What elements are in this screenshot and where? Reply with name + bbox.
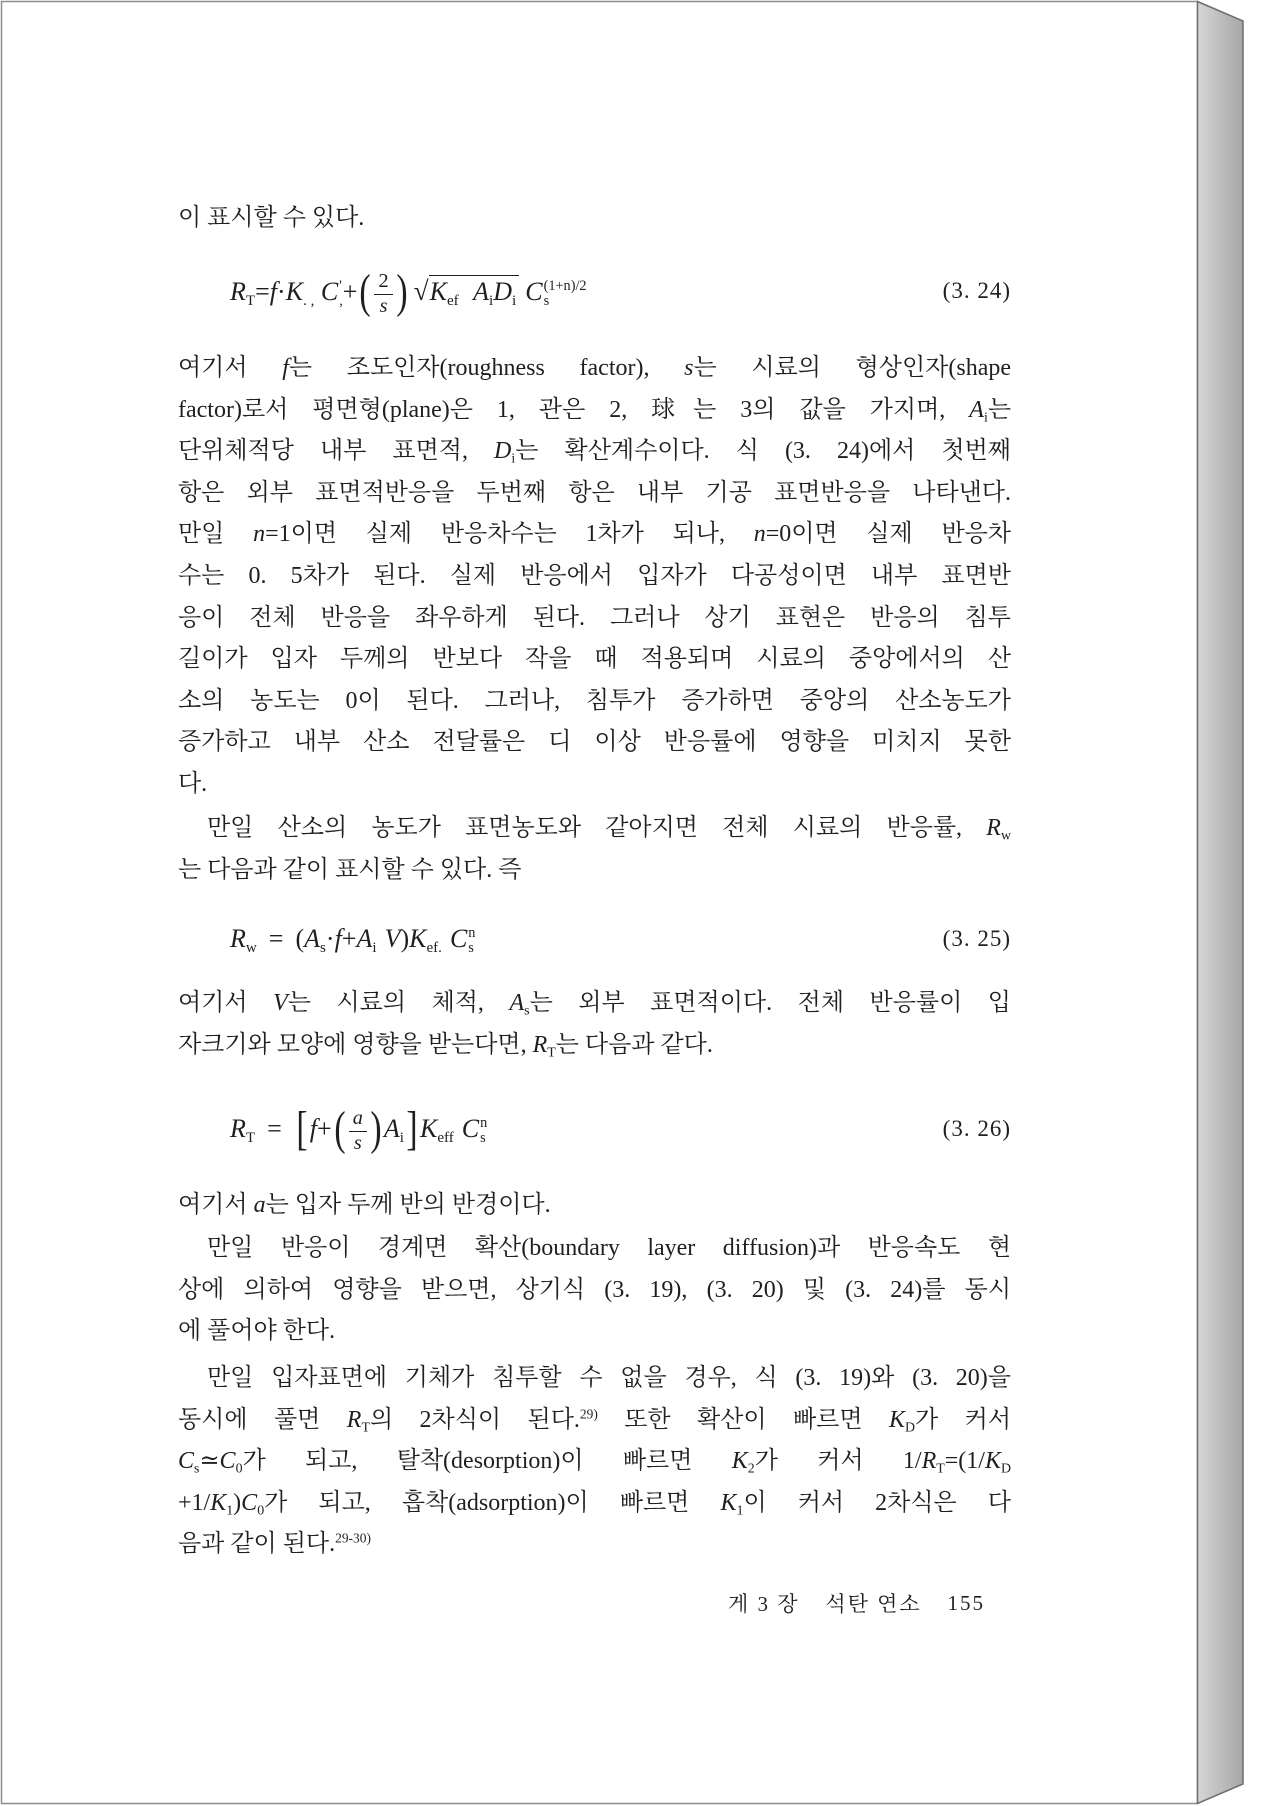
- inline-math: [731, 1448, 755, 1477]
- chapter-title: 석탄 연소: [825, 1592, 922, 1616]
- math-variable: K: [210, 1489, 227, 1516]
- inline-math: [219, 1448, 243, 1477]
- inline-math: [178, 1448, 200, 1477]
- text-run: 상에 의하여 영향을 받으면, 상기식 (3. 19), (3. 20) 및 (3. 24)를 동시: [178, 1276, 1011, 1303]
- math-variable: f: [309, 1114, 318, 1143]
- math-variable: A: [509, 990, 525, 1016]
- radicand: [429, 275, 520, 309]
- math-variable: K: [720, 1489, 737, 1516]
- text-run: =1이면 실제 반응차수는 1차가 되나,: [265, 521, 754, 548]
- text-run: 여기서: [178, 1192, 254, 1218]
- math-subscript: 1: [226, 1503, 234, 1519]
- footnote-ref: [580, 1407, 598, 1433]
- math-variable: C: [241, 1489, 258, 1516]
- math-variable: A: [383, 1114, 400, 1143]
- equation-expression: [230, 265, 587, 317]
- math-variable: R: [230, 924, 246, 953]
- math-subscript: 0: [235, 1461, 243, 1477]
- math-operator: ·: [325, 924, 335, 953]
- equation-3-24: [178, 265, 1011, 317]
- inline-math: [986, 815, 1011, 844]
- math-subscript: s: [194, 1461, 200, 1477]
- fraction: [374, 270, 392, 318]
- equation-number: (3. 25): [942, 926, 1011, 951]
- paragraph-1: [178, 348, 1011, 806]
- text-run: 의 2차식이 된다.: [369, 1406, 580, 1433]
- intro-block: [178, 198, 1011, 240]
- text-line: [178, 983, 1011, 1025]
- math-subscript: i: [399, 1129, 404, 1146]
- text-line: [178, 639, 1011, 681]
- math-subscript: s: [543, 293, 550, 310]
- math-subscript: s: [320, 939, 326, 956]
- inline-math: [241, 1489, 265, 1519]
- math-subscript: D: [904, 1420, 916, 1436]
- math-superscript: (1+n)/2: [543, 278, 587, 295]
- text-run: 만일: [178, 521, 254, 548]
- math-operator: +: [342, 277, 358, 306]
- math-variable: C: [178, 1448, 195, 1475]
- inline-math: [754, 521, 766, 547]
- math-variable: C: [320, 277, 339, 306]
- text-line: [178, 1270, 1011, 1312]
- math-subscript: ef: [446, 292, 459, 309]
- math-operator: ·: [277, 277, 286, 306]
- text-line: [178, 722, 1011, 764]
- right-bracket: ]: [406, 1101, 418, 1155]
- text-run: 단위체적당 내부 표면적,: [178, 438, 495, 465]
- inline-math: [273, 990, 288, 1016]
- text-line: [178, 681, 1011, 723]
- math-variable: a: [253, 1192, 266, 1218]
- text-run: 에 풀어야 한다.: [178, 1318, 336, 1345]
- text-run: 여기서: [178, 990, 274, 1016]
- text-run: 자크기와 모양에 영향을 받는다면,: [178, 1031, 533, 1058]
- text-line: [178, 764, 1011, 806]
- text-run: 다.: [178, 770, 208, 797]
- text-run: ≃: [199, 1448, 220, 1475]
- inline-math: [253, 521, 265, 547]
- text-line: [178, 1228, 1011, 1270]
- text-run: 동시에 풀면: [178, 1406, 347, 1433]
- text-line: [178, 1483, 1011, 1525]
- math-scripts: [468, 926, 475, 956]
- math-variable: K: [888, 1406, 905, 1433]
- inline-math: [254, 1192, 266, 1218]
- math-subscript: ef.: [426, 939, 442, 956]
- text-run: 수는 0. 5차가 된다. 실제 반응에서 입자가 다공성이면 내부 표면반: [178, 562, 1011, 589]
- fraction-denominator: s: [379, 294, 388, 317]
- math-operator: +: [341, 924, 357, 953]
- text-run: 는 외부 표면적이다. 전체 반응률이 입: [529, 990, 1011, 1016]
- running-footer: [728, 1589, 985, 1617]
- inline-math: [720, 1489, 744, 1519]
- math-variable: R: [230, 1114, 246, 1143]
- text-line: [178, 1025, 1011, 1067]
- text-line: [178, 348, 1011, 390]
- math-superscript: n: [480, 1115, 488, 1132]
- math-variable: n: [253, 521, 266, 548]
- math-variable: C: [219, 1448, 236, 1475]
- math-subscript: D: [1000, 1461, 1011, 1477]
- text-run: ): [233, 1489, 242, 1516]
- text-run: 응이 전체 반응을 좌우하게 된다. 그러나 상기 표현은 반응의 침투: [178, 604, 1011, 631]
- text-line: [178, 1441, 1011, 1483]
- math-superscript: n: [468, 925, 476, 942]
- math-scripts: [480, 1116, 487, 1146]
- math-variable: f: [334, 924, 342, 953]
- math-subscript: s: [468, 940, 474, 957]
- text-run: 이 커서 2차식은 다: [743, 1489, 1011, 1516]
- page-stack-edge: [1198, 2, 1244, 1804]
- paragraph-3: [178, 983, 1011, 1066]
- text-line: [178, 473, 1011, 515]
- math-subscript: eff: [437, 1129, 454, 1146]
- text-run: 길이가 입자 두께의 반보다 작을 때 적용되며 시료의 중앙에서의 산: [178, 646, 1011, 673]
- math-variable: C: [461, 1114, 480, 1143]
- equation-expression: [230, 913, 475, 965]
- paragraph-2: [178, 808, 1011, 891]
- fraction-numerator: a: [349, 1107, 367, 1131]
- math-subscript: 0: [257, 1503, 265, 1519]
- math-scripts: [544, 279, 587, 309]
- right-paren: ): [395, 264, 408, 318]
- inline-math: [684, 355, 693, 381]
- math-variable: C: [449, 924, 468, 953]
- math-variable: K: [419, 1114, 438, 1143]
- left-paren: (: [359, 264, 372, 318]
- text-line: [178, 1311, 1011, 1353]
- right-paren: ): [400, 924, 410, 953]
- left-bracket: [: [296, 1101, 308, 1155]
- text-run: 여기서: [178, 355, 283, 381]
- math-subscript: s: [480, 1130, 486, 1147]
- equation-3-25: [178, 913, 1011, 965]
- math-variable: K: [285, 277, 304, 306]
- left-paren: (: [334, 1101, 346, 1155]
- inline-math: [494, 438, 516, 467]
- text-line: [178, 808, 1011, 850]
- math-variable: A: [473, 277, 490, 306]
- page-number: 155: [947, 1590, 985, 1615]
- text-run: 가 커서: [915, 1406, 1011, 1433]
- math-subscript: i: [511, 451, 516, 467]
- math-subscript: s: [524, 1003, 530, 1019]
- math-operator: +: [317, 1114, 332, 1143]
- inline-math: [346, 1406, 370, 1436]
- text-run: 는 다음과 같이 표시할 수 있다. 즉: [178, 856, 522, 883]
- fraction: [349, 1107, 367, 1155]
- math-variable: V: [273, 990, 288, 1016]
- text-run: factor)로서 평면형(plane)은 1, 관은 2, 球는 3의 값을 가지며,: [178, 396, 970, 423]
- text-run: 음과 같이 된다.: [178, 1531, 336, 1558]
- math-subscript: w: [1000, 828, 1011, 844]
- text-run: 만일 반응이 경계면 확산(boundary layer diffusion)과 반응속도 현: [207, 1235, 1011, 1261]
- text-run: 소의 농도는 0이 된다. 그러나, 침투가 증가하면 중앙의 산소농도가: [178, 687, 1011, 714]
- inline-math: [210, 1489, 234, 1519]
- text-run: =(1/: [944, 1448, 985, 1475]
- math-variable: A: [969, 396, 984, 423]
- equation-number: (3. 26): [942, 1116, 1011, 1141]
- text-run: 증가하고 내부 산소 전달률은 디 이상 반응률에 영향을 미치지 못한: [178, 729, 1011, 756]
- left-paren: (: [295, 924, 305, 953]
- text-run: 만일 입자표면에 기체가 침투할 수 없을 경우, 식 (3. 19)와 (3. 20)을: [207, 1365, 1011, 1391]
- math-subscript: i: [489, 292, 494, 309]
- radical-sign: √: [413, 276, 429, 306]
- math-variable: A: [356, 924, 373, 953]
- math-variable: K: [429, 277, 447, 306]
- math-operator: =: [267, 1114, 282, 1143]
- text-run: 만일 산소의 농도가 표면농도와 같아지면 전체 시료의 반응률,: [207, 815, 987, 841]
- equation-expression: [230, 1103, 487, 1155]
- chapter-label: 게 3 장: [728, 1592, 800, 1616]
- math-variable: f: [282, 355, 289, 381]
- math-variable: R: [230, 277, 246, 306]
- right-paren: ): [370, 1101, 382, 1155]
- math-subscript: T: [936, 1461, 945, 1477]
- superscript: 29): [579, 1406, 598, 1422]
- math-variable: K: [409, 924, 427, 953]
- math-variable: R: [532, 1031, 548, 1058]
- math-subscript: i: [512, 292, 517, 309]
- inline-math: [984, 1448, 1011, 1477]
- math-subscript: ,: [339, 293, 343, 310]
- paragraph-6: [178, 1358, 1011, 1566]
- paragraph-4: [178, 1185, 1011, 1227]
- math-variable: R: [346, 1406, 362, 1433]
- math-subscript: T: [245, 292, 256, 309]
- text-line: [178, 1185, 1011, 1227]
- text-line: [178, 850, 1011, 892]
- text-run: 는 시료의 형상인자(shape: [693, 355, 1011, 381]
- text-run: 가 되고, 탈착(desorption)이 빠르면: [242, 1448, 732, 1475]
- math-subscript: 1: [736, 1503, 744, 1519]
- fraction-numerator: 2: [374, 270, 392, 294]
- superscript: 29-30): [335, 1531, 371, 1547]
- math-subscript: T: [547, 1045, 556, 1061]
- math-variable: R: [986, 815, 1001, 841]
- text-line: [178, 431, 1011, 473]
- math-variable: K: [731, 1448, 748, 1475]
- math-variable: R: [921, 1448, 937, 1475]
- text-line: [178, 198, 1011, 240]
- text-run: 는 입자 두께 반의 반경이다.: [265, 1192, 551, 1218]
- inline-math: [888, 1406, 916, 1436]
- text-run: 는 확산계수이다. 식 (3. 24)에서 첫번째: [515, 438, 1011, 465]
- text-line: [178, 1400, 1011, 1442]
- math-variable: n: [753, 521, 766, 548]
- math-subscript: i: [372, 939, 377, 956]
- text-line: [178, 556, 1011, 598]
- text-run: 는 시료의 체적,: [287, 990, 510, 1016]
- math-variable: K: [984, 1448, 1001, 1475]
- math-subscript: i: [983, 410, 988, 426]
- text-run: 는: [987, 396, 1011, 423]
- math-variable: D: [494, 438, 512, 465]
- inline-math: [969, 396, 988, 426]
- math-subscript: T: [361, 1420, 370, 1436]
- math-operator: =: [255, 277, 270, 306]
- math-subscript: 2: [747, 1461, 755, 1477]
- text-run: 는 다음과 같다.: [555, 1031, 713, 1058]
- text-run: 가 되고, 흡착(adsorption)이 빠르면: [264, 1489, 721, 1516]
- text-line: [178, 1358, 1011, 1400]
- text-run: 가 커서 1/: [754, 1448, 922, 1475]
- text-run: 또한 확산이 빠르면: [597, 1406, 889, 1433]
- text-run: +1/: [178, 1489, 211, 1516]
- text-line: [178, 390, 1011, 432]
- text-line: [178, 1524, 1011, 1566]
- math-variable: A: [304, 924, 321, 953]
- text-run: 항은 외부 표면적반응을 두번째 항은 내부 기공 표면반응을 나타낸다.: [178, 479, 1011, 506]
- text-run: 는 조도인자(roughness factor),: [288, 355, 685, 381]
- inline-math: [532, 1031, 556, 1061]
- text-run: 이 표시할 수 있다.: [178, 205, 365, 231]
- equation-3-26: [178, 1103, 1011, 1155]
- text-line: [178, 514, 1011, 556]
- math-variable: f: [269, 277, 278, 306]
- inline-math: [509, 990, 530, 1019]
- math-variable: C: [525, 277, 543, 306]
- math-subscript: w: [245, 939, 257, 956]
- footnote-ref: [335, 1531, 371, 1557]
- math-superscript: ': [339, 278, 342, 295]
- math-operator: =: [268, 924, 284, 953]
- text-line: [178, 598, 1011, 640]
- text-run: =0이면 실제 반응차: [765, 521, 1011, 548]
- inline-math: [282, 355, 289, 381]
- inline-math: [921, 1448, 945, 1477]
- math-subscript: T: [245, 1129, 256, 1146]
- paragraph-5: [178, 1228, 1011, 1353]
- equation-number: (3. 24): [942, 278, 1011, 303]
- math-subscript: . ,: [303, 292, 315, 309]
- math-variable: V: [384, 924, 401, 953]
- math-variable: D: [493, 277, 513, 306]
- math-variable: s: [684, 355, 694, 381]
- fraction-denominator: s: [353, 1131, 362, 1154]
